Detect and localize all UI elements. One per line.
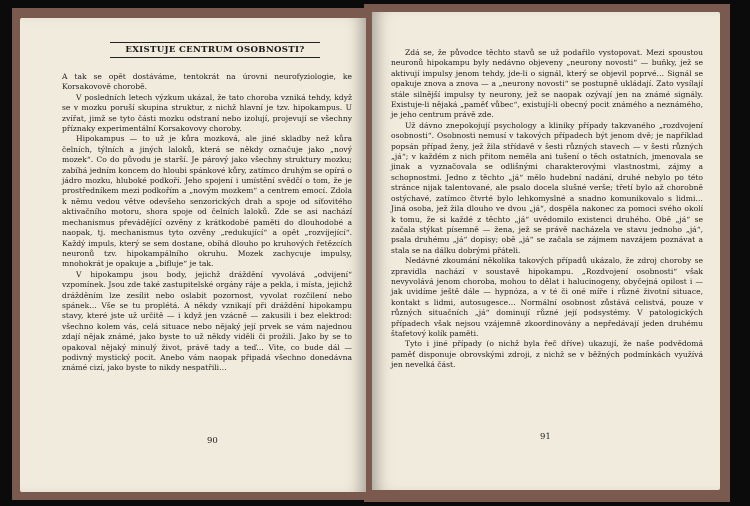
- left-page-text: [62, 72, 352, 374]
- right-page: [372, 12, 720, 490]
- paragraph: Tyto i jiné případy (o nichž byla řeč dříve) ukazují, že naše podvědomá paměť disponuje obrovskými zdroji, z nichž se v běžných podmínkách využívá jen nevelká část.: [391, 339, 703, 370]
- paragraph: Hipokampus — to už je kůra mozková, ale jiné skladby než kůra čelních, týlních a jiných laloků, která se někdy označuje jako „nový mozek“. Co do původu je starší. Je párový jako všechny struktury mozku; zabíhá jedním koncem do hloubi spánkové kůry, zatímco druhým se opírá o jádro mozku, hluboké podkoří. Jeho spojení i umístění svědčí o tom, že je prostředníkem mezi podkořím a „novým mozkem“ a centrem emocí. Zdola k němu vedou větve odevšeho senzorických drah a spoje od síťovitého aktivačního motoru, shora spoje od čelních laloků. Zde se asi nachází mechanismus převádějící ozvěny z krátkodobé paměti do dlouhodobé a naopak, tj. mechanismus tyto ozvěny „redukující“ a opět „rozvíjející“. Každý impuls, který se sem dostane, obíhá dlouho po kruhových řetězcích neuronů tzv. hipokampálního okruhu. Mozek zachycuje impulsy, mnohokrát je opakuje a „bifluje“ je tak.: [62, 134, 352, 269]
- page-number: 91: [540, 432, 551, 442]
- paragraph: Už dávno znepokojují psychology a kliniky případy takzvaného „rozdvojení osobnosti“. Osobnosti nemusí v takových případech být jenom dvě; je například popsán případ ženy, jež žila střídavě v šesti různých stavech — v šesti různých „já“; v každém z nich přitom neměla ani tušení o těch ostatních, jmenovala se jinak a vyznačovala se odlišnými charakterovými vlastnostmi, zájmy a schopnostmi. Jedno z těchto „já“ mělo hudební nadání, druhé nebylo po této stránce nijak talentované, ale psalo docela slušné verše; třetí bylo až chorobně ostýchavé, zatímco čtvrté bylo lehkomyslné a snadno komunikovalo s lidmi… Jiná osoba, jež žila dlouho ve dvou „já“, dospěla nakonec za pomoci svého okolí k tomu, že si každé z těchto „já“ uvědomilo existenci druhého. Obě „já“ se začala stýkat písemně — žena, jež se právě nacházela ve stavu jednoho „já“, psala druhému „já“ dopisy; obě „já“ se začala se zájmem navzájem poznávat a stala se na dálku dobrými přáteli.: [391, 120, 703, 255]
- chapter-heading: EXISTUJE CENTRUM OSOBNOSTI?: [110, 42, 320, 58]
- paragraph: Nedávné zkoumání několika takových případů ukázalo, že zdroj choroby se zpravidla nachází v soustavě hipokampu. „Rozdvojení osobnosti“ však nevyvolává jenom choroba, mohou to dělat i halucinogeny, obyčejná opilost i — jak uvidíme ještě dále — hypnóza, a v té či oné míře i různé životní situace, kontakt s lidmi, autosugesce… Normální osobnost zůstává celistvá, pouze v různých situačních „já“ dominují různé její podsystémy. V patologických případech však nejsou vzájemně zkoordinovány a nepředávají jeden druhému štafetový kolík paměti.: [391, 256, 703, 338]
- paragraph: V hipokampu jsou body, jejichž dráždění vyvolává „odvijení“ vzpomínek. Jsou zde také zastupitelské orgány ráje a pekla, i místa, jejichž drážděním lze zesílit nebo oslabit pozornost, vyvolat rozčilení nebo spánek… Vše se tu proplétá. A někdy vznikají při dráždění hipokampu stavy, které jste už určitě — i když jen vzácně — zakusili i bez elektrod: všechno kolem vás, celá situace nebo nějaký její prvek se vám najednou zdají nějak známé, jako byste to už někdy viděli či prožili. Jako by se to opakoval nějaký minulý život, právě tady a teď… Vite, co bude dál — podivný mystický pocit. Anebo vám naopak připadá všechno donedávna známé cizí, jako byste to nikdy nespatřili…: [62, 269, 352, 373]
- left-page: [20, 18, 366, 492]
- paragraph: A tak se opět dostáváme, tentokrát na úrovni neurofyziologie, ke Korsakovově chorobě.: [62, 72, 352, 92]
- paragraph: V posledních letech výzkum ukázal, že tato choroba vzniká tehdy, když se v mozku poruší skupina struktur, z nichž hlavní je tzv. hipokampus. U zvířat, jimž se tyto části mozku odstraní nebo izolují, projevují se všechny příznaky experimentální Korsakovovy choroby.: [62, 92, 352, 134]
- right-page-text: [391, 48, 703, 371]
- paragraph: Zdá se, že původce těchto stavů se už podařilo vystopovat. Mezi spoustou neuronů hipokampu byly nedávno objeveny „neurony novosti“ — buňky, jež se aktivují impulsy jenom tehdy, jde-li o signál, který se objevil poprvé… Signál se opakuje znova a znova — a „neurony novosti“ se postupně ukládají. Zato vysílají stále silnější impulsy ty neurony, jež se naopak ozývají jen na známé signály. Existuje-li nějaká „paměť vůbec“, existují-li obecný pocit známého a neznámého, je jeho centrum právě zde.: [391, 48, 703, 120]
- page-number: 90: [207, 436, 218, 446]
